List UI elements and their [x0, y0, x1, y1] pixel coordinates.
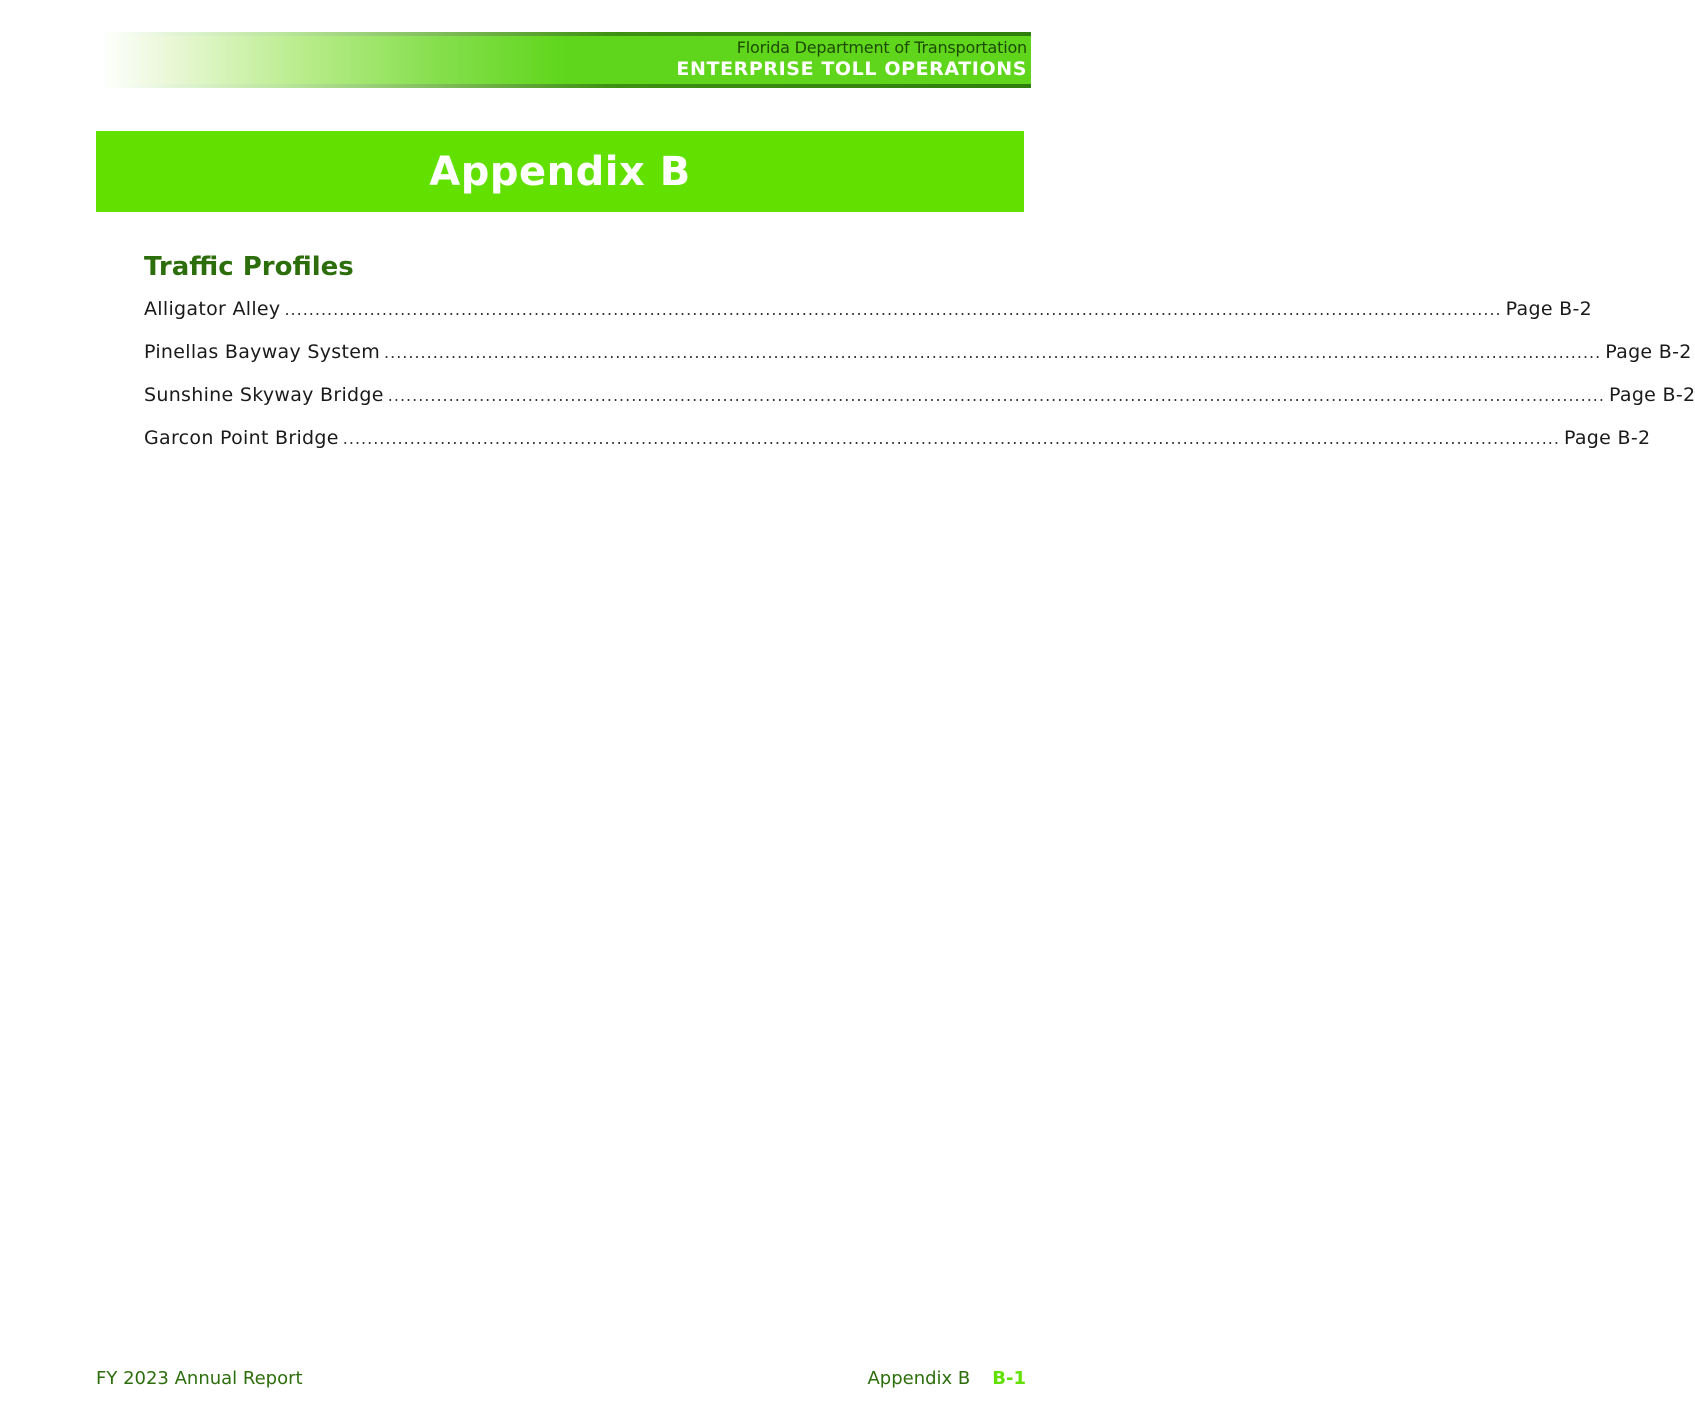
toc-entry-label: Sunshine Skyway Bridge	[144, 384, 384, 406]
header-bottom-rule	[100, 84, 1031, 88]
title-banner	[96, 131, 1024, 212]
toc-entry-sunshine-skyway[interactable]	[144, 384, 1695, 427]
header-organization: Florida Department of Transportation	[736, 38, 1027, 57]
toc-dot-leader: ........................................................................................................................................................................................................	[384, 343, 1602, 362]
footer-page-number: B-1	[992, 1368, 1026, 1389]
toc-entry-page: Page B-2	[1563, 427, 1651, 449]
toc-entry-page: Page B-2	[1505, 298, 1593, 320]
footer-right	[867, 1368, 1026, 1389]
footer-report-title: FY 2023 Annual Report	[96, 1368, 303, 1389]
toc-entry-label: Garcon Point Bridge	[144, 427, 339, 449]
toc-entry-garcon-point[interactable]	[144, 427, 1651, 470]
footer-section-name: Appendix B	[867, 1368, 971, 1389]
header-top-rule	[100, 32, 1031, 36]
toc-entry-label: Alligator Alley	[144, 298, 281, 320]
page-title: Appendix B	[429, 148, 691, 195]
toc-dot-leader: ........................................................................................................................................................................................................	[284, 300, 1502, 319]
toc-entry-page: Page B-2	[1608, 384, 1695, 406]
toc-entry-alligator-alley[interactable]	[144, 298, 1593, 341]
toc-dot-leader: ........................................................................................................................................................................................................	[342, 429, 1560, 448]
toc-dot-leader: ........................................................................................................................................................................................................	[387, 386, 1605, 405]
toc-entry-pinellas-bayway[interactable]	[144, 341, 1692, 384]
section-heading: Traffic Profiles	[144, 252, 354, 282]
toc-entry-label: Pinellas Bayway System	[144, 341, 381, 363]
header-unit: ENTERPRISE TOLL OPERATIONS	[676, 58, 1027, 80]
toc-entry-page: Page B-2	[1605, 341, 1692, 363]
table-of-contents	[144, 298, 1695, 470]
